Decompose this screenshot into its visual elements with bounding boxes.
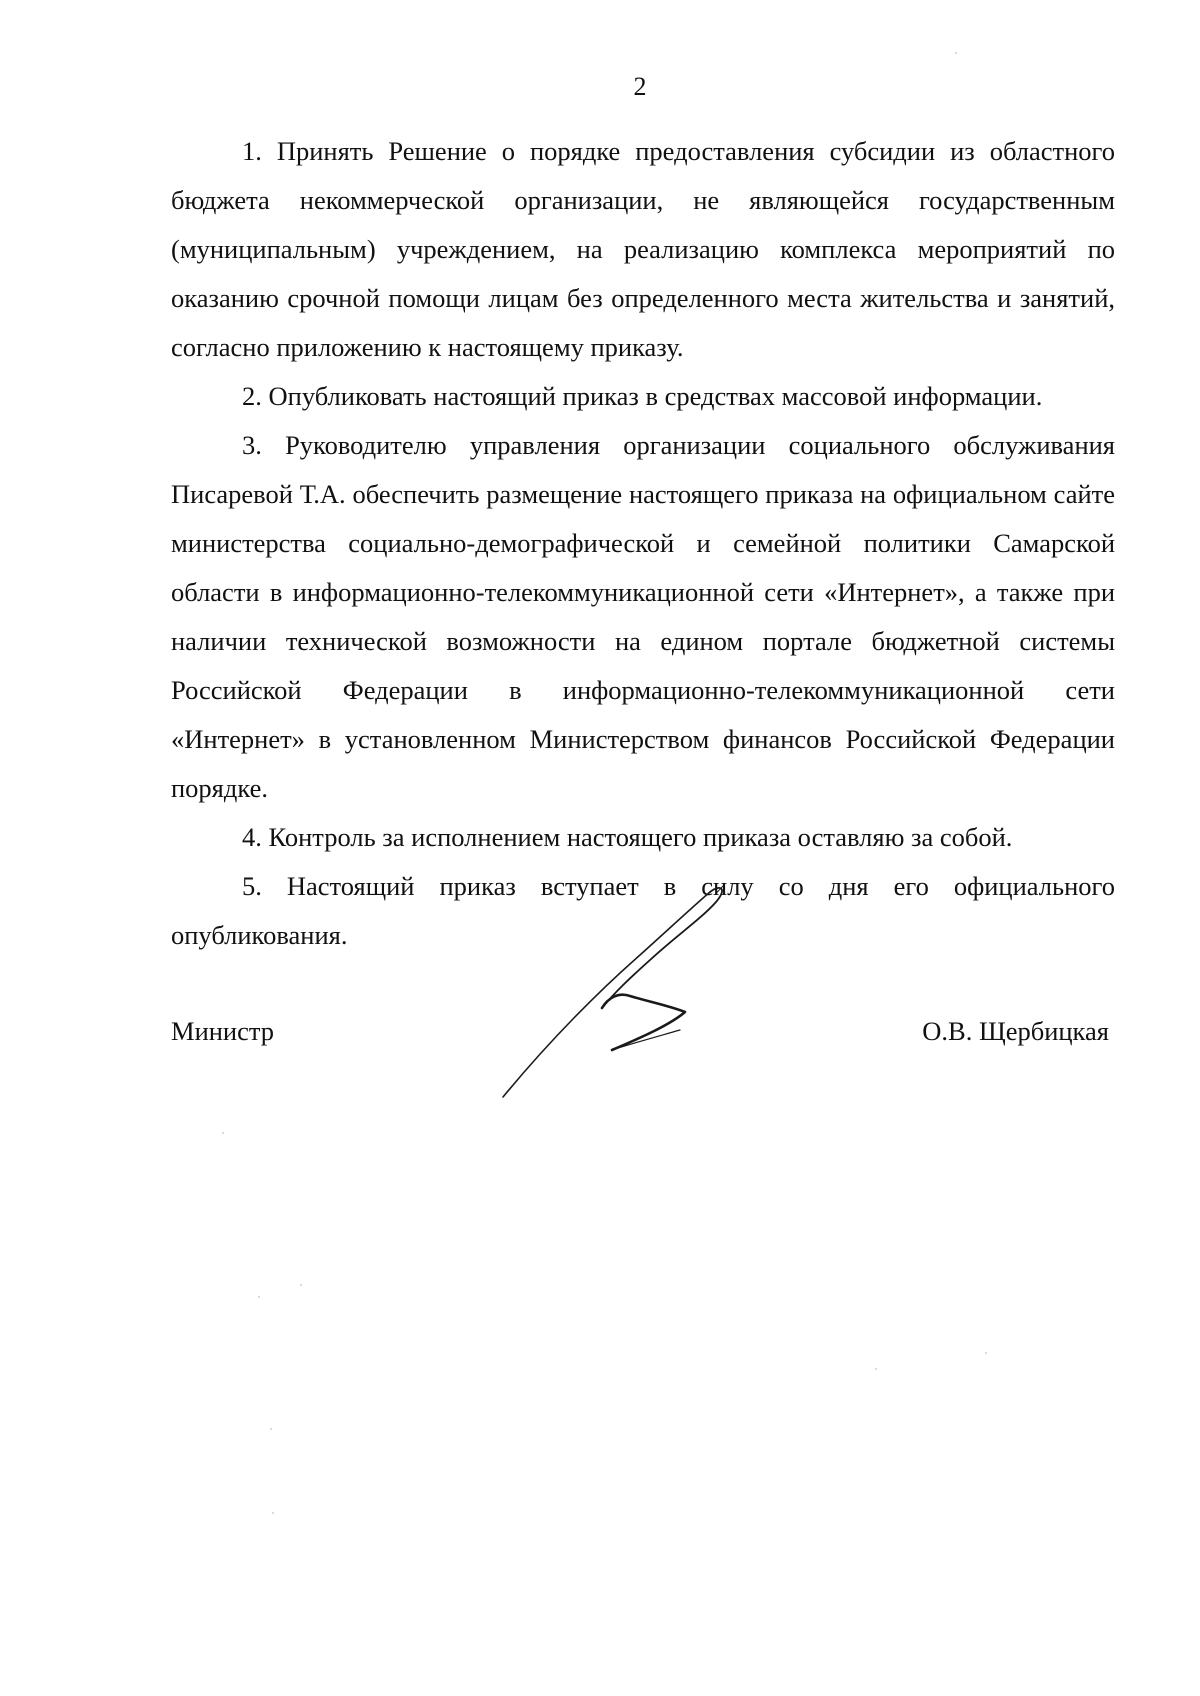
signature-stroke-loop bbox=[602, 888, 722, 1008]
page-number: 2 bbox=[633, 72, 647, 101]
signature-stroke-hook bbox=[602, 995, 685, 1050]
scan-speck bbox=[222, 1132, 224, 1134]
scan-speck bbox=[875, 1368, 877, 1370]
signer-title: Министр bbox=[171, 1016, 275, 1046]
scan-speck bbox=[258, 1296, 260, 1298]
signature-stroke-tail bbox=[612, 1030, 680, 1050]
paragraph-3: 3. Руководителю управления организации социального обслуживания Писаревой Т.А. обеспечить размещение настоящего приказа на официальном сайте министерства социально-демографической и семейной политики Самарской области в информационно-телекоммуникационной сети «Интернет», а также при наличии технической возможности на едином портале бюджетной системы Российской Федерации в информационно-телекоммуникационной сети «Интернет» в установленном Министерством финансов Российской Федерации порядке. bbox=[171, 430, 1115, 803]
handwritten-signature bbox=[480, 880, 780, 1110]
signature-stroke-main bbox=[503, 892, 710, 1097]
paragraph-4: 4. Контроль за исполнением настоящего приказа оставляю за собой. bbox=[242, 822, 1013, 852]
paragraph-5: 5. Настоящий приказ вступает в силу со дня его официального опубликования. bbox=[171, 871, 1115, 950]
scan-speck bbox=[985, 1352, 987, 1354]
signer-name: О.В. Щербицкая bbox=[922, 1016, 1109, 1046]
scan-speck bbox=[272, 1512, 274, 1514]
scan-speck bbox=[300, 1284, 302, 1286]
scan-speck bbox=[270, 1428, 272, 1430]
document-body bbox=[171, 127, 1115, 960]
scan-speck bbox=[955, 52, 957, 54]
paragraph-2: 2. Опубликовать настоящий приказ в средствах массовой информации. bbox=[242, 381, 1043, 411]
paragraph-1: 1. Принять Решение о порядке предоставления субсидии из областного бюджета некоммерческой организации, не являющейся государственным (муниципальным) учреждением, на реализацию комплекса мероприятий по оказанию срочной помощи лицам без определенного места жительства и занятий, согласно приложению к настоящему приказу. bbox=[171, 136, 1115, 362]
